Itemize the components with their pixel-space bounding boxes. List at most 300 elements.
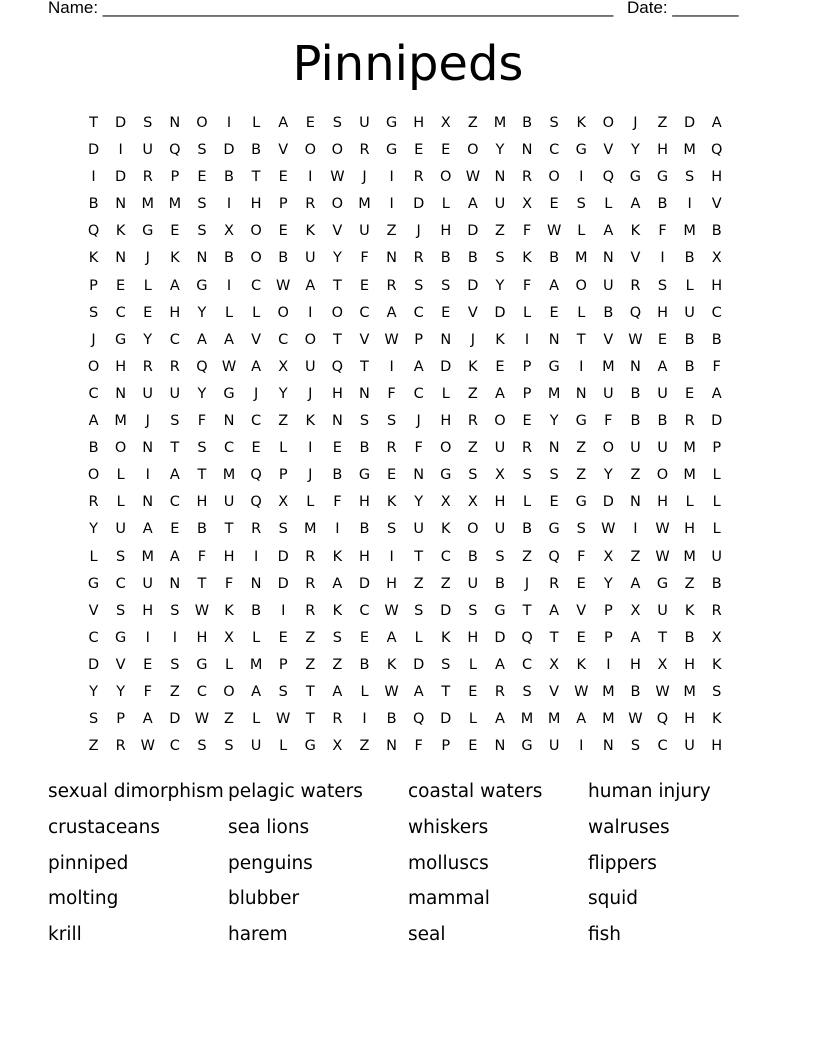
grid-letter: B <box>494 575 505 592</box>
grid-letter: K <box>332 548 343 565</box>
grid-letter: S <box>197 440 207 457</box>
grid-letter: H <box>711 738 723 755</box>
grid-letter: F <box>522 223 532 240</box>
grid-letter: R <box>522 440 533 457</box>
grid-letter: K <box>88 250 99 267</box>
grid-letter: P <box>522 385 532 402</box>
grid-letter: D <box>602 494 614 511</box>
grid-letter: H <box>684 521 696 538</box>
grid-letter: L <box>441 385 450 402</box>
grid-letter: I <box>118 142 123 159</box>
grid-letter: K <box>522 250 532 267</box>
grid-letter: S <box>549 467 559 484</box>
grid-letter: C <box>169 738 180 755</box>
grid-letter: M <box>547 711 561 728</box>
grid-letter: A <box>196 331 207 348</box>
grid-letter: H <box>711 277 723 294</box>
grid-letter: L <box>468 711 477 728</box>
grid-letter: U <box>413 521 424 538</box>
grid-letter: O <box>467 142 479 159</box>
grid-letter: B <box>440 250 451 267</box>
grid-letter: W <box>655 521 670 538</box>
grid-letter: O <box>196 115 208 131</box>
grid-letter: S <box>197 738 207 755</box>
grid-letter: B <box>359 521 370 538</box>
grid-letter: V <box>711 196 722 213</box>
grid-letter: B <box>630 385 641 402</box>
grid-letter: S <box>441 656 451 673</box>
grid-letter: V <box>467 304 478 321</box>
grid-letter: X <box>630 602 641 619</box>
grid-letter: E <box>386 467 397 484</box>
grid-letter: U <box>711 548 723 565</box>
grid-letter: C <box>169 331 180 348</box>
grid-letter: A <box>630 575 641 592</box>
grid-letter: N <box>142 494 154 511</box>
grid-letter: G <box>115 331 127 348</box>
grid-letter: N <box>115 250 127 267</box>
grid-letter: X <box>440 115 451 131</box>
grid-letter: M <box>493 115 507 131</box>
grid-letter: I <box>579 738 584 755</box>
grid-letter: T <box>197 467 207 484</box>
grid-letter: W <box>140 738 155 755</box>
grid-letter: Z <box>413 575 424 592</box>
grid-letter: W <box>276 277 291 294</box>
grid-letter: Z <box>467 115 478 131</box>
grid-letter: V <box>332 223 343 240</box>
grid-letter: K <box>576 656 586 673</box>
grid-letter: N <box>575 385 587 402</box>
grid-letter: P <box>712 440 722 457</box>
grid-letter: A <box>305 277 316 294</box>
grid-letter: Y <box>332 250 342 267</box>
grid-letter: A <box>576 711 587 728</box>
grid-letter: L <box>577 304 586 321</box>
grid-letter: S <box>549 115 559 131</box>
grid-letter: R <box>549 575 560 592</box>
grid-letter: S <box>657 277 668 294</box>
grid-letter: B <box>657 413 668 430</box>
grid-letter: Y <box>603 467 613 484</box>
grid-letter: Q <box>169 142 181 159</box>
grid-letter: L <box>143 277 152 294</box>
grid-letter: K <box>576 115 586 131</box>
grid-letter: Q <box>196 358 208 375</box>
grid-letter: D <box>440 602 452 619</box>
grid-letter: G <box>521 738 533 755</box>
grid-letter: V <box>251 331 262 348</box>
grid-letter: D <box>413 196 425 213</box>
grid-letter: G <box>196 277 208 294</box>
grid-letter: D <box>115 169 127 186</box>
grid-letter: I <box>308 304 313 321</box>
grid-letter: N <box>359 385 370 402</box>
grid-letter: T <box>305 683 315 700</box>
word-list-item: pelagic waters <box>228 781 363 802</box>
grid-letter: F <box>522 277 532 294</box>
grid-letter: G <box>629 169 642 186</box>
grid-letter: P <box>603 629 613 646</box>
grid-letter: C <box>278 331 289 348</box>
grid-letter: L <box>224 304 234 321</box>
grid-letter: N <box>629 358 641 375</box>
grid-letter: E <box>549 304 559 321</box>
grid-letter: E <box>197 169 207 186</box>
grid-letter: H <box>196 629 208 646</box>
grid-letter: O <box>87 358 100 375</box>
grid-letter: S <box>143 115 153 131</box>
grid-letter: M <box>547 385 561 402</box>
grid-letter: C <box>711 304 722 321</box>
grid-letter: V <box>603 331 614 348</box>
grid-letter: B <box>684 250 695 267</box>
grid-letter: A <box>386 304 397 321</box>
grid-letter: A <box>711 385 722 402</box>
grid-letter: F <box>143 683 152 700</box>
grid-letter: A <box>332 575 343 592</box>
grid-letter: O <box>467 521 479 538</box>
grid-letter: U <box>250 738 262 755</box>
grid-letter: K <box>224 602 234 619</box>
grid-letter: I <box>226 196 232 213</box>
grid-letter: C <box>88 385 99 402</box>
grid-letter: B <box>684 629 695 646</box>
grid-letter: P <box>278 656 288 673</box>
grid-letter: Q <box>629 304 642 321</box>
grid-letter: T <box>332 331 342 348</box>
grid-letter: M <box>222 467 236 484</box>
grid-letter: P <box>278 467 288 484</box>
grid-letter: A <box>549 277 560 294</box>
grid-letter: Z <box>494 223 505 240</box>
grid-letter: P <box>603 602 613 619</box>
grid-letter: J <box>416 223 421 240</box>
grid-letter: P <box>278 196 288 213</box>
grid-letter: H <box>440 223 452 240</box>
grid-letter: T <box>305 711 315 728</box>
grid-letter: G <box>115 629 127 646</box>
grid-letter: Y <box>549 413 559 430</box>
grid-letter: R <box>142 358 153 375</box>
grid-letter: R <box>251 521 262 538</box>
grid-letter: H <box>223 548 235 565</box>
grid-letter: B <box>359 656 370 673</box>
grid-letter: I <box>253 548 259 565</box>
grid-letter: B <box>467 548 478 565</box>
grid-letter: K <box>711 656 722 673</box>
grid-letter: B <box>251 602 262 619</box>
grid-letter: P <box>89 277 98 294</box>
grid-letter: K <box>468 358 478 375</box>
grid-letter: I <box>389 358 394 375</box>
grid-letter: N <box>142 440 154 457</box>
grid-letter: M <box>683 440 696 457</box>
grid-letter: I <box>91 169 96 186</box>
word-list-item: krill <box>48 924 82 946</box>
word-list-item: blubber <box>228 888 300 910</box>
grid-letter: H <box>250 196 262 213</box>
grid-letter: U <box>657 385 668 402</box>
grid-letter: N <box>196 250 208 267</box>
grid-letter: I <box>172 629 177 646</box>
grid-letter: G <box>656 575 669 592</box>
grid-letter: B <box>467 250 478 267</box>
grid-letter: P <box>441 738 451 755</box>
grid-letter: N <box>413 467 425 484</box>
grid-letter: U <box>684 304 695 321</box>
grid-letter: B <box>332 467 343 484</box>
grid-letter: S <box>495 548 505 565</box>
grid-letter: R <box>684 413 695 430</box>
grid-letter: C <box>413 385 424 402</box>
grid-letter: L <box>116 467 125 484</box>
grid-letter: S <box>414 602 424 619</box>
grid-letter: M <box>249 656 263 673</box>
grid-letter: O <box>250 223 262 240</box>
grid-letter: F <box>197 548 207 565</box>
grid-letter: J <box>308 467 313 484</box>
grid-letter: A <box>251 683 262 700</box>
grid-letter: I <box>362 711 367 728</box>
grid-letter: T <box>441 683 451 700</box>
grid-letter: I <box>606 656 611 673</box>
grid-letter: Y <box>197 385 207 402</box>
grid-letter: D <box>440 358 452 375</box>
letter-grid <box>80 110 730 760</box>
word-list-item: seal <box>408 924 446 946</box>
grid-letter: O <box>440 169 452 186</box>
grid-letter: E <box>414 142 424 159</box>
grid-letter: I <box>145 629 150 646</box>
grid-letter: H <box>657 494 668 511</box>
grid-letter: H <box>359 494 370 511</box>
grid-letter: V <box>576 602 587 619</box>
grid-letter: S <box>359 413 370 430</box>
grid-letter: G <box>142 223 154 240</box>
grid-letter: O <box>304 142 316 159</box>
grid-letter: C <box>359 304 370 321</box>
grid-letter: Y <box>495 142 505 159</box>
grid-letter: U <box>494 196 506 213</box>
grid-letter: T <box>251 169 261 186</box>
grid-letter: K <box>305 223 316 240</box>
grid-letter: G <box>358 467 371 484</box>
grid-letter: X <box>224 629 234 646</box>
grid-letter: A <box>494 711 505 728</box>
grid-letter: E <box>332 440 342 457</box>
grid-letter: V <box>115 656 126 673</box>
grid-letter: L <box>116 494 125 511</box>
grid-letter: U <box>359 115 370 131</box>
grid-letter: H <box>413 115 425 131</box>
grid-letter: Z <box>169 683 180 700</box>
word-list-item: human injury <box>588 781 711 802</box>
grid-letter: N <box>223 413 235 430</box>
grid-letter: A <box>332 683 343 700</box>
grid-letter: G <box>196 656 208 673</box>
grid-letter: R <box>115 738 126 755</box>
grid-letter: I <box>524 331 530 348</box>
grid-letter: I <box>145 467 150 484</box>
grid-letter: S <box>522 467 532 484</box>
grid-letter: L <box>712 494 721 511</box>
grid-letter: L <box>252 629 261 646</box>
grid-letter: A <box>630 196 641 213</box>
grid-letter: L <box>252 115 261 131</box>
grid-letter: W <box>546 223 562 240</box>
grid-letter: S <box>332 629 342 646</box>
grid-letter: N <box>169 115 181 131</box>
grid-letter: U <box>169 385 181 402</box>
grid-letter: C <box>657 738 668 755</box>
grid-letter: W <box>628 711 643 728</box>
grid-letter: U <box>142 575 154 592</box>
grid-letter: O <box>114 440 127 457</box>
grid-letter: D <box>440 711 452 728</box>
grid-letter: B <box>522 521 533 538</box>
grid-letter: L <box>252 711 261 728</box>
grid-letter: F <box>577 548 586 565</box>
grid-letter: A <box>467 196 478 213</box>
grid-letter: I <box>226 115 232 131</box>
word-list-item: pinniped <box>48 852 129 874</box>
grid-letter: E <box>278 223 288 240</box>
grid-letter: F <box>712 358 721 375</box>
grid-letter: X <box>494 467 505 484</box>
grid-letter: I <box>308 440 313 457</box>
grid-letter: Y <box>197 304 207 321</box>
grid-letter: K <box>115 223 126 240</box>
grid-letter: N <box>386 250 397 267</box>
grid-letter: Y <box>278 385 288 402</box>
grid-letter: W <box>574 683 589 700</box>
grid-letter: K <box>170 250 180 267</box>
grid-letter: L <box>523 494 532 511</box>
grid-letter: B <box>549 250 560 267</box>
grid-letter: Z <box>630 548 641 565</box>
grid-letter: A <box>413 358 424 375</box>
grid-letter: J <box>253 385 259 402</box>
grid-letter: I <box>308 169 313 186</box>
grid-letter: Z <box>684 575 695 592</box>
grid-letter: Y <box>89 683 98 700</box>
grid-letter: I <box>389 548 394 565</box>
grid-letter: G <box>575 494 587 511</box>
grid-letter: C <box>251 413 262 430</box>
grid-letter: I <box>226 277 232 294</box>
grid-letter: I <box>579 169 584 186</box>
grid-letter: I <box>389 169 394 186</box>
grid-letter: B <box>657 196 668 213</box>
grid-letter: T <box>332 277 342 294</box>
grid-letter: K <box>495 331 505 348</box>
grid-letter: O <box>494 413 506 430</box>
grid-letter: H <box>657 304 668 321</box>
grid-letter: B <box>684 331 695 348</box>
grid-letter: W <box>330 169 345 186</box>
grid-letter: X <box>332 738 343 755</box>
grid-letter: E <box>657 331 668 348</box>
grid-letter: K <box>386 656 397 673</box>
grid-letter: L <box>523 304 532 321</box>
grid-letter: W <box>221 358 237 375</box>
grid-letter: E <box>359 277 370 294</box>
grid-letter: Z <box>576 467 587 484</box>
grid-letter: K <box>305 413 316 430</box>
grid-letter: A <box>494 656 505 673</box>
grid-letter: B <box>278 250 289 267</box>
grid-letter: D <box>413 656 425 673</box>
grid-letter: G <box>548 521 560 538</box>
grid-letter: V <box>630 250 641 267</box>
grid-letter: A <box>657 358 668 375</box>
grid-letter: U <box>467 575 479 592</box>
grid-letter: M <box>141 196 154 213</box>
grid-letter: S <box>630 738 641 755</box>
grid-letter: M <box>683 142 696 159</box>
word-list-item: coastal waters <box>408 781 543 802</box>
grid-letter: V <box>359 331 370 348</box>
grid-letter: F <box>658 223 667 240</box>
grid-letter: I <box>660 250 665 267</box>
grid-letter: X <box>522 196 533 213</box>
grid-letter: O <box>250 250 262 267</box>
grid-letter: T <box>224 521 234 538</box>
grid-letter: S <box>116 602 126 619</box>
grid-letter: D <box>467 277 479 294</box>
grid-letter: O <box>548 169 560 186</box>
grid-letter: Z <box>467 385 478 402</box>
grid-letter: A <box>549 602 560 619</box>
grid-letter: P <box>170 169 180 186</box>
grid-letter: E <box>468 683 478 700</box>
grid-letter: O <box>87 467 100 484</box>
grid-letter: S <box>468 602 478 619</box>
word-list-item: harem <box>228 924 288 946</box>
grid-letter: V <box>603 142 614 159</box>
grid-letter: H <box>711 169 723 186</box>
grid-letter: Z <box>88 738 99 755</box>
grid-letter: C <box>88 629 99 646</box>
grid-letter: F <box>333 494 342 511</box>
grid-letter: R <box>332 711 343 728</box>
grid-letter: W <box>276 711 291 728</box>
grid-letter: C <box>440 548 451 565</box>
grid-letter: R <box>305 196 316 213</box>
grid-letter: R <box>169 358 180 375</box>
grid-letter: T <box>360 358 369 375</box>
grid-letter: V <box>278 142 289 159</box>
grid-letter: Z <box>359 738 370 755</box>
grid-letter: B <box>630 413 641 430</box>
grid-letter: F <box>224 575 234 592</box>
grid-letter: X <box>278 358 289 375</box>
word-list-item: sea lions <box>228 816 310 838</box>
grid-letter: Z <box>522 548 533 565</box>
grid-letter: J <box>145 413 150 430</box>
grid-letter: O <box>331 196 344 213</box>
grid-letter: D <box>169 711 181 728</box>
grid-letter: Y <box>495 277 505 294</box>
grid-letter: S <box>685 169 695 186</box>
grid-letter: C <box>196 683 207 700</box>
grid-letter: E <box>305 115 315 131</box>
grid-letter: W <box>194 602 210 619</box>
grid-letter: B <box>603 304 614 321</box>
grid-letter: U <box>142 385 154 402</box>
grid-letter: X <box>549 656 560 673</box>
